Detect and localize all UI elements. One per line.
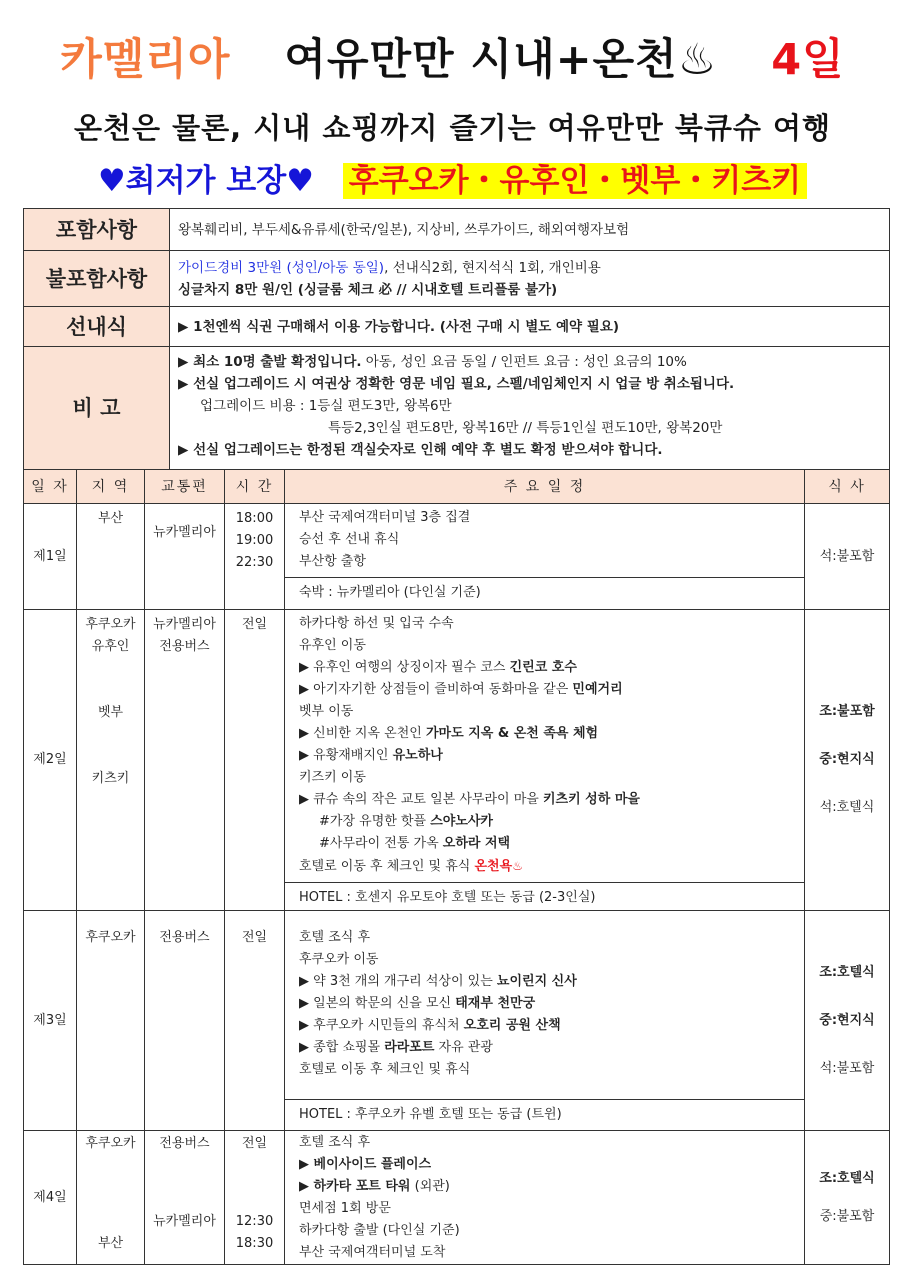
notes-label: 비 고	[24, 347, 170, 470]
included-text: 왕복훼리비, 부두세&유류세(한국/일본), 지상비, 쓰루가이드, 해외여행자보험	[170, 209, 890, 251]
meal: 중:불포함	[819, 1208, 875, 1224]
plan-item: 면세점 1회 방문	[299, 1201, 391, 1216]
region: 부산	[97, 511, 124, 526]
excluded-cell	[170, 251, 890, 307]
time: 22:30	[235, 555, 274, 570]
hot-spring-icon: ♨	[512, 859, 523, 873]
meal: 조:호텔식	[819, 964, 875, 980]
plan-item: 부산항 출항	[299, 554, 366, 569]
region-cell	[77, 911, 145, 1131]
page-subtitle: 온천은 물론, 시내 쇼핑까지 즐기는 여유만만 북큐슈 여행	[73, 111, 831, 145]
attraction-name: 유노하나	[392, 748, 443, 763]
note-upgrade-special: 특등2,3인실 편도8만, 왕복16만 // 특등1인실 편도10만, 왕복20만	[328, 420, 723, 436]
schedule-table	[23, 469, 890, 1265]
plan-cell	[285, 1131, 805, 1265]
time: 19:00	[235, 533, 274, 548]
region-cell	[77, 1131, 145, 1265]
day-label: 제1일	[24, 504, 77, 610]
plan-item: ▶ 일본의 학문의 신을 모신 태재부 천만궁	[299, 996, 536, 1011]
attraction-name: 키츠키 성하 마을	[542, 792, 640, 807]
plan-item: 하카다항 하선 및 입국 수속	[299, 616, 454, 631]
plan-item: ▶ 약 3천 개의 개구리 석상이 있는 뇨이린지 신사	[299, 974, 577, 989]
guide-fee: 가이드경비 3만원 (성인/아동 동일)	[178, 259, 385, 276]
transport: 뉴카멜리아	[153, 1214, 216, 1229]
plan-item: ▶ 유황재배지인 유노하나	[299, 748, 443, 763]
plan-cell	[285, 504, 805, 610]
plan-cell	[285, 911, 805, 1131]
brand-name: 카멜리아	[60, 35, 231, 85]
plan-item: ▶ 베이사이드 플레이스	[299, 1157, 432, 1172]
region: 후쿠오카	[85, 1136, 136, 1151]
plan-item: ▶ 하카타 포트 타워 (외관)	[299, 1179, 450, 1194]
time: 전일	[241, 617, 268, 632]
attraction-name: 스야노사카	[430, 814, 493, 829]
destinations-highlight: 후쿠오카・유후인・벳부・키츠키	[343, 163, 807, 199]
time-cell	[225, 504, 285, 610]
time: 전일	[241, 1136, 268, 1151]
plan-item: ▶ 큐슈 속의 작은 교토 일본 사무라이 마을 키츠키 성하 마을	[299, 792, 640, 807]
included-label: 포함사항	[24, 209, 170, 251]
time: 18:00	[235, 511, 274, 526]
plan-item: #사무라이 전통 가옥 오하라 저택	[319, 836, 511, 851]
attraction-name: 긴린코 호수	[509, 660, 577, 675]
transport: 전용버스	[159, 930, 210, 945]
region: 부산	[97, 1236, 124, 1251]
plan-item: ▶ 후쿠오카 시민들의 휴식처 오호리 공원 산책	[299, 1018, 561, 1033]
transport: 전용버스	[159, 639, 210, 654]
info-table	[23, 208, 890, 470]
transport: 뉴카멜리아	[153, 617, 216, 632]
time-cell	[225, 911, 285, 1131]
transport-cell	[145, 504, 225, 610]
region: 벳부	[97, 705, 124, 720]
plan-item: ▶ 신비한 지옥 온천인 가마도 지옥 & 온천 족욕 체험	[299, 726, 599, 741]
meal: 조:호텔식	[819, 1170, 875, 1186]
time-cell	[225, 1131, 285, 1265]
region: 유후인	[91, 639, 130, 654]
page-title	[0, 26, 905, 87]
meal: 중:현지식	[819, 1012, 875, 1028]
meal-cell	[805, 504, 890, 610]
lodging-info: HOTEL : 후쿠오카 유벨 호텔 또는 동급 (트윈)	[285, 1099, 804, 1126]
plan-item: 키즈키 이동	[299, 770, 366, 785]
time: 18:30	[235, 1236, 274, 1251]
note-min-departure: ▶ 최소 10명 출발 확정입니다.	[178, 354, 362, 370]
plan-item: 부산 국제여객터미널 3층 집결	[299, 510, 471, 525]
time: 전일	[241, 930, 268, 945]
attraction-name: ▶ 하카타 포트 타워	[299, 1179, 411, 1194]
plan-item: 하카다항 출발 (다인실 기준)	[299, 1223, 460, 1238]
table-row	[24, 1131, 890, 1265]
plan-item: 후쿠오카 이동	[299, 952, 379, 967]
header-time: 시 간	[225, 470, 285, 504]
note-upgrade-cost: 업그레이드 비용 : 1등실 편도3만, 왕복6만	[200, 398, 452, 414]
header-transport: 교통편	[145, 470, 225, 504]
plan-item: 호텔로 이동 후 체크인 및 휴식	[299, 1062, 471, 1077]
plan-item: 부산 국제여객터미널 도착	[299, 1245, 446, 1260]
onboard-meal-label: 선내식	[24, 307, 170, 347]
note-fares: 아동, 성인 요금 동일 / 인펀트 요금 : 성인 요금의 10%	[361, 354, 687, 370]
region: 후쿠오카	[85, 617, 136, 632]
header-meal: 식 사	[805, 470, 890, 504]
transport-cell	[145, 1131, 225, 1265]
plan-item: ▶ 유후인 여행의 상징이자 필수 코스 긴린코 호수	[299, 660, 577, 675]
table-row	[24, 504, 890, 610]
time-cell	[225, 610, 285, 911]
promo-line	[0, 155, 905, 200]
meal: 중:현지식	[819, 752, 875, 767]
meal-cell	[805, 610, 890, 911]
day-label: 제2일	[24, 610, 77, 911]
plan-item: 호텔로 이동 후 체크인 및 휴식 온천욕♨	[299, 859, 523, 874]
plan-item: #가장 유명한 핫플 스야노사카	[319, 814, 493, 829]
header-region: 지 역	[77, 470, 145, 504]
day-label: 제3일	[24, 911, 77, 1131]
transport: 뉴카멜리아	[153, 525, 216, 540]
tour-title: 여유만만 시내+온천	[284, 35, 678, 85]
lodging-info: HOTEL : 호센지 유모토야 호텔 또는 동급 (2-3인실)	[285, 882, 804, 909]
plan-item: 호텔 조식 후	[299, 1135, 371, 1150]
table-row	[24, 911, 890, 1131]
time: 12:30	[235, 1214, 274, 1229]
meal: 석:호텔식	[819, 800, 875, 815]
attraction-name: 뇨이린지 신사	[496, 974, 577, 989]
region-cell	[77, 504, 145, 610]
header-day: 일 자	[24, 470, 77, 504]
meal: 조:불포함	[819, 704, 875, 719]
excluded-rest: , 선내식2회, 현지석식 1회, 개인비용	[384, 259, 601, 276]
header-plan: 주 요 일 정	[285, 470, 805, 504]
transport: 전용버스	[159, 1136, 210, 1151]
hot-spring-bath: 온천욕	[474, 859, 513, 874]
attraction-name: 오하라 저택	[442, 836, 511, 851]
plan-item: 벳부 이동	[299, 704, 354, 719]
notes-cell	[170, 347, 890, 470]
meal: 석:불포함	[819, 548, 875, 564]
region: 후쿠오카	[85, 930, 136, 945]
plan-item: ▶ 아기자기한 상점들이 즐비하여 동화마을 같은 민예거리	[299, 682, 623, 697]
plan-cell	[285, 610, 805, 911]
excluded-label: 불포함사항	[24, 251, 170, 307]
lodging-info: 숙박 : 뉴카멜리아 (다인실 기준)	[285, 577, 804, 604]
meal: 석:불포함	[819, 1060, 875, 1076]
meal-cell	[805, 911, 890, 1131]
attraction-name: 라라포트	[384, 1040, 435, 1055]
transport-cell	[145, 610, 225, 911]
plan-item: 호텔 조식 후	[299, 930, 371, 945]
attraction-name: 태재부 천만궁	[455, 996, 536, 1011]
single-charge: 싱글차지 8만 원/인 (싱글룸 체크 必 // 시내호텔 트리플룸 불가)	[178, 281, 558, 298]
region-cell	[77, 610, 145, 911]
attraction-name: 가마도 지옥 & 온천 족욕 체험	[426, 726, 599, 741]
day-label: 제4일	[24, 1131, 77, 1265]
onboard-meal-text: ▶ 1천엔씩 식권 구매해서 이용 가능합니다. (사전 구매 시 별도 예약 필요)	[170, 307, 890, 347]
attraction-name: 민예거리	[572, 682, 623, 697]
tour-duration: 4일	[771, 35, 845, 85]
meal-cell	[805, 1131, 890, 1265]
plan-item: ▶ 종합 쇼핑몰 라라포트 자유 관광	[299, 1040, 493, 1055]
table-row	[24, 610, 890, 911]
plan-item: 승선 후 선내 휴식	[299, 532, 400, 547]
lowest-price-badge: ♥최저가 보장♥	[97, 163, 314, 199]
hot-spring-icon: ♨	[677, 35, 718, 85]
note-upgrade-confirm: ▶ 선실 업그레이드는 한정된 객실숫자로 인해 예약 후 별도 확정 받으셔야 합니다.	[178, 442, 663, 458]
attraction-name: 오호리 공원 산책	[463, 1018, 561, 1033]
transport-cell	[145, 911, 225, 1131]
note-upgrade-name: ▶ 선실 업그레이드 시 여권상 정확한 영문 네임 필요, 스펠/네임체인지 시 업글 방 취소됩니다.	[178, 376, 735, 392]
region: 키츠키	[91, 771, 130, 786]
plan-item: 유후인 이동	[299, 638, 366, 653]
